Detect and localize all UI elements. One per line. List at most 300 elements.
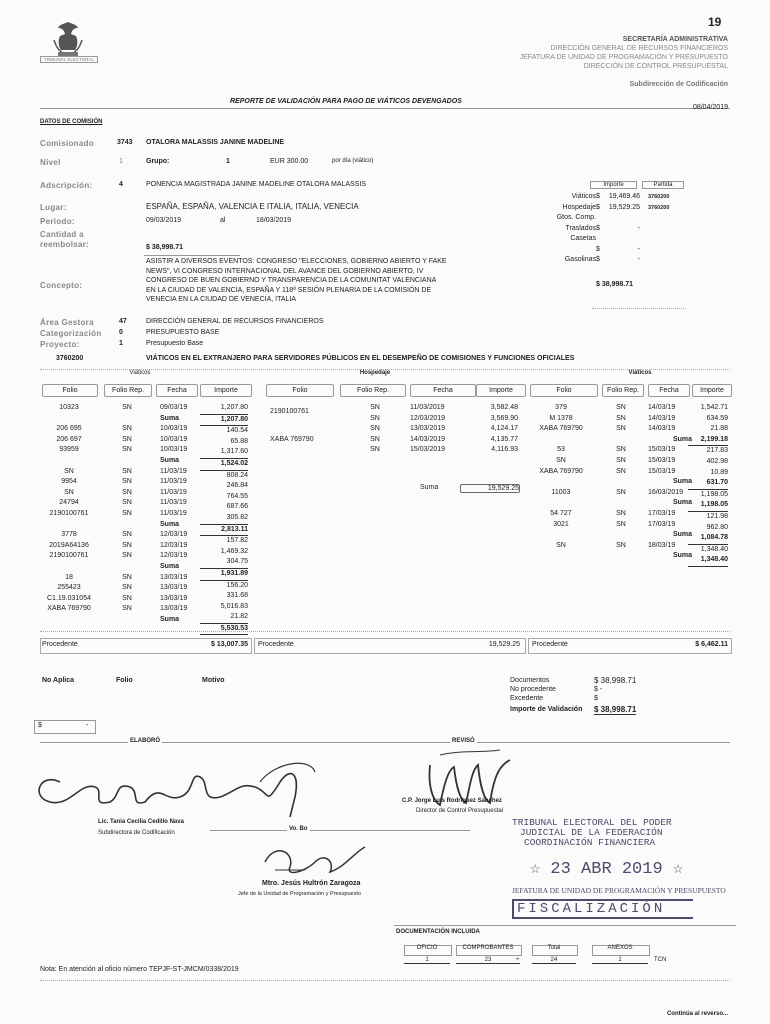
periodo-to: 18/03/2019 [256, 217, 292, 224]
table_right-folio-cell: 53 [557, 446, 565, 454]
vobo-title: Jefe de la Unidad de Programación y Presupuesto [238, 891, 361, 897]
concepto-line-4: EN LA CIUDAD DE VALENCIA, ESPAÑA Y 118ª SESIÓN PLENARIA DE LA COMISIÓN DE [146, 286, 432, 294]
table_left-importe-cell: 1,207.80 [200, 415, 248, 427]
right-folio-column [524, 403, 598, 573]
header-line-3: JEFATURA DE UNIDAD DE PROGRAMACIÓN Y PRESUPUESTO [519, 54, 728, 61]
table_hosp-folio-cell: 2190100761 [270, 408, 309, 415]
table_left-importe-cell: 65.88 [230, 437, 248, 445]
left-folio-column [38, 403, 100, 625]
concepto-line-2: NEWS", VI CONGRESO INTERNACIONAL DEL AVANCE DEL GOBIERNO ABIERTO, IV [146, 267, 424, 275]
table_left-folio-cell: 24794 [59, 499, 79, 507]
importe-row-amount: 19,529.25 [608, 203, 640, 211]
logo-caption: TRIBUNAL ELECTORAL [40, 56, 98, 63]
table_left-folio-cell: 9954 [61, 478, 77, 486]
table_hosp-folio-cell [270, 419, 340, 433]
comprobantes-value: 23 [456, 957, 520, 964]
table_right-folio-cell: M 1378 [549, 414, 573, 422]
proyecto-value: Presupuesto Base [146, 340, 204, 347]
lugar-value: ESPAÑA, ESPAÑA, VALENCIA E ITALIA, ITALIA, VENECIA [146, 202, 359, 211]
table_right-fecha-cell: 15/03/19 [648, 456, 676, 464]
table_right-fecha-cell: 14/03/19 [648, 404, 676, 411]
table_right-rep-cell: SN [616, 414, 626, 422]
subdirection: Subdirección de Codificación [629, 81, 728, 88]
table_left-importe-cell: 1,469.32 [220, 547, 248, 555]
table_left-folio-cell: 10323 [59, 404, 79, 411]
table_right-folio-cell: XABA 769790 [539, 425, 583, 433]
importe-row [520, 213, 720, 224]
table_right-rep-cell: SN [616, 467, 626, 475]
table_left-importe-cell: 304.75 [200, 557, 248, 569]
importe-row [520, 255, 720, 266]
table_left-folio-cell: SN [64, 467, 74, 475]
table_right-fecha-cell: 14/03/19 [648, 425, 676, 433]
importe-row [520, 224, 720, 235]
table_left-importe-cell: 157.82 [226, 537, 248, 545]
table_right-rep-cell [600, 435, 642, 446]
table_right-rep-cell: SN [616, 488, 626, 496]
importes-total: $ 38,998.71 [596, 281, 633, 288]
table_left-folio-cell: XABA 769790 [47, 605, 91, 613]
no-aplica-folio: Folio [116, 677, 133, 684]
col-folio-rep-1: Folio Rep. [104, 384, 152, 397]
table_left-fecha-cell: 10/03/19 [160, 446, 188, 454]
por-dia: por día (viático) [332, 158, 374, 164]
section2-partida: 3760200 [56, 355, 84, 362]
hosp-rep-column [350, 403, 400, 456]
table_right-rep-cell [600, 498, 642, 509]
table_right-fecha-cell: 14/03/19 [648, 414, 676, 422]
importe-row-amount: - [637, 245, 640, 253]
table_left-folio-cell: 255423 [57, 584, 81, 592]
footer-continua: Continúa al reverso... [666, 1011, 728, 1017]
table_right-importe-cell: 217.83 [706, 447, 728, 455]
table_left-rep-cell [104, 414, 150, 425]
table_left-fecha-cell: 11/03/19 [160, 467, 187, 475]
documentos-label: Documentos [510, 677, 550, 684]
left-rep-column [104, 403, 150, 625]
table_left-fecha-cell: 13/03/19 [160, 594, 188, 602]
table_left-importe-cell: 156.20 [226, 581, 248, 589]
table_left-folio-cell [38, 414, 100, 425]
tribunal-logo [43, 16, 94, 64]
table_left-fecha-cell: 11/03/19 [160, 478, 187, 486]
table_hosp-folio-cell: XABA 769790 [270, 436, 314, 443]
importe-row-label: Gtos. Comp. [556, 214, 596, 221]
table_hosp-importe-cell: 3,569.90 [490, 414, 518, 422]
table_left-fecha-cell: 11/03/19 [160, 509, 187, 517]
report-date: 08/04/2019 [692, 104, 728, 111]
right-importe-column [688, 403, 728, 578]
right-rep-column [600, 403, 642, 573]
table_hosp-importe-cell: 4,116.93 [491, 446, 518, 454]
table_left-importe-cell: 305.82 [200, 513, 248, 525]
no-aplica-dollar: $ [38, 722, 42, 729]
col-folio-2: Folio [266, 384, 334, 397]
table_left-folio-cell: 18 [65, 573, 73, 581]
documentacion-title: DOCUMENTACIÓN INCLUIDA [396, 929, 480, 935]
table_right-importe-cell: 402.98 [706, 457, 728, 465]
header-line-2: DIRECCIÓN GENERAL DE RECURSOS FINANCIEROS [550, 45, 728, 52]
table_right-fecha-cell: 15/03/19 [648, 467, 676, 475]
col-fecha-2: Fecha [410, 384, 476, 397]
procedente-right-value: $ 6,462.11 [695, 641, 728, 648]
importe-row [520, 192, 720, 203]
table_left-importe-cell: 5,016.83 [220, 602, 248, 610]
table_left-folio-cell: 206 697 [56, 435, 82, 443]
table_right-fecha-cell: 17/03/19 [648, 520, 676, 528]
table_left-rep-cell: SN [122, 594, 132, 602]
grupo-label: Grupo: [146, 158, 170, 165]
col-folio-rep-2: Folio Rep. [340, 384, 406, 397]
table_left-fecha-cell: Suma [160, 456, 180, 464]
table_left-rep-cell: SN [122, 573, 132, 581]
table_right-folio-cell [524, 530, 598, 541]
table_left-folio-cell [38, 456, 100, 467]
concepto-line-1: ASISTIR A DIVERSOS EVENTOS: CONGRESO "ELECCIONES, GOBIERNO ABIERTO Y FAKE [146, 258, 447, 265]
col-importe-3: Importe [692, 384, 732, 397]
table_right-folio-cell [524, 477, 598, 488]
table_left-rep-cell: SN [122, 404, 132, 411]
section-datos-comision: DATOS DE COMISIÓN [40, 119, 103, 125]
table_right-fecha-cell: 17/03/19 [648, 509, 676, 517]
table_hosp-rep-cell: SN [370, 404, 380, 411]
comisionado-name: OTALORA MALASSIS JANINE MADELINE [146, 139, 285, 146]
procedente-left-label: Procedente [42, 641, 78, 648]
periodo-from: 09/03/2019 [146, 217, 182, 224]
col-folio-3: Folio [530, 384, 598, 397]
footer-nota: Nota: En atención al oficio número TEPJF-ST-JMCM/0338/2019 [40, 966, 239, 973]
table_left-rep-cell [104, 615, 150, 626]
hosp-suma-label: Suma [420, 484, 439, 491]
table_left-importe-cell: 808.24 [226, 471, 248, 479]
elaboro-title: Subdirectora de Codificación [98, 830, 175, 836]
table_right-rep-cell: SN [616, 541, 626, 549]
table_right-folio-cell: 3021 [553, 520, 569, 528]
table_left-fecha-cell: 12/03/19 [160, 531, 188, 539]
table_right-rep-cell: SN [616, 425, 626, 433]
table_left-fecha-cell: 12/03/19 [160, 552, 188, 560]
table_left-rep-cell: SN [122, 499, 132, 507]
importes-list [520, 192, 720, 266]
importe-row-amount: - [637, 256, 640, 263]
importe-row [520, 203, 720, 214]
hosp-importe-column [470, 403, 518, 456]
proyecto-number: 1 [119, 340, 123, 347]
no-procedente-value: $ - [594, 686, 603, 693]
table_right-folio-cell: 379 [555, 404, 567, 411]
table_right-importe-cell: 634.59 [706, 414, 728, 422]
table_right-importe-cell: 1,348.40 [700, 545, 728, 553]
area-label: Área Gestora [40, 318, 94, 327]
importe-row-label: Gasolinas [564, 256, 596, 263]
table_right-importe-cell: 21.88 [710, 425, 728, 433]
page-number: 19 [708, 15, 722, 29]
procedente-right-label: Procedente [532, 641, 568, 648]
concepto-line-3: CONGRESO DE BUEN GOBIERNO Y TRANSPARENCIA DE LA COMUNITAT VALENCIANA [146, 277, 437, 285]
table_right-folio-cell: 11003 [551, 488, 571, 496]
concepto-line-5: VENECIA EN LA CIUDAD DE VENECIA, ITALIA [146, 296, 297, 304]
table_left-rep-cell: SN [122, 478, 132, 486]
total-label: Total [547, 945, 561, 951]
table_right-rep-cell [600, 477, 642, 488]
table_right-importe-cell: 1,348.40 [688, 555, 728, 567]
table_left-rep-cell: SN [122, 446, 132, 454]
table_right-fecha-cell: Suma [672, 552, 692, 560]
col-importe-1: Importe [200, 384, 252, 397]
table_left-fecha-cell: 13/03/19 [160, 605, 188, 613]
importe-row-label: Viáticos [571, 193, 596, 200]
table_right-rep-cell [600, 551, 642, 562]
comprobantes-plus: + [516, 957, 520, 963]
group-hospedaje: Hospedaje [359, 370, 391, 376]
table_left-fecha-cell: 13/03/19 [160, 573, 188, 581]
importe-row-label: Hospedaje [562, 203, 596, 211]
table_left-rep-cell: SN [122, 541, 132, 549]
table_hosp-importe-cell: 4,124.17 [490, 425, 518, 433]
importe-row-partida: 3760200 [648, 194, 670, 200]
table_right-importe-cell: 962.80 [706, 523, 728, 531]
lugar-label: Lugar: [40, 203, 67, 212]
table_left-folio-cell: 93959 [59, 446, 79, 454]
table_right-folio-cell: XABA 769790 [539, 467, 583, 475]
table_left-rep-cell: SN [122, 605, 132, 613]
fiscalizacion-stamp [512, 817, 726, 928]
importe-row [520, 245, 720, 256]
no-aplica-dash: - [86, 722, 89, 729]
table_left-folio-cell: 2190100761 [49, 552, 89, 560]
signature-vobo-icon [235, 832, 375, 882]
importe-row-currency: $ [596, 193, 600, 200]
table_right-folio-cell [524, 551, 598, 562]
table_hosp-fecha-cell: 15/03/2019 [410, 446, 446, 454]
area-number: 47 [119, 318, 127, 325]
table_left-rep-cell: SN [122, 552, 132, 560]
table_right-fecha-cell [648, 562, 692, 573]
table_right-folio-cell: SN [556, 541, 566, 549]
concepto-label: Concepto: [40, 281, 83, 290]
table_left-fecha-cell: 09/03/19 [160, 404, 188, 411]
categorizacion-number: 0 [119, 329, 123, 336]
importe-validacion-label: Importe de Validación [510, 706, 583, 713]
table_left-folio-cell: 2019A64136 [49, 541, 89, 549]
reviso-title: Director de Control Presupuestal [416, 808, 504, 814]
left-importe-column [200, 403, 248, 635]
table_left-rep-cell [104, 456, 150, 467]
table_hosp-rep-cell: SN [370, 435, 380, 443]
procedente-mid-value: 19,529.25 [488, 641, 520, 648]
importe-row-amount: - [637, 224, 640, 232]
table_left-importe-cell: 1,524.02 [200, 459, 248, 471]
table_left-rep-cell [104, 562, 150, 573]
table_left-fecha-cell: Suma [160, 615, 180, 623]
col-fecha-3: Fecha [648, 384, 690, 397]
col-importe-2: Importe [476, 384, 526, 397]
concepto-text [146, 257, 486, 305]
table_right-rep-cell: SN [616, 404, 626, 411]
anexos-value: 1 [592, 957, 648, 964]
table_left-importe-cell: 331.68 [226, 592, 248, 600]
table_left-fecha-cell: 13/03/19 [160, 584, 188, 592]
importe-row-label: Traslados [565, 224, 596, 232]
importe-row-amount: 19,469.46 [608, 193, 640, 200]
table_left-rep-cell: SN [122, 425, 132, 433]
importe-row-partida: 3760200 [648, 204, 670, 211]
table_left-importe-cell: 5,530.53 [200, 624, 248, 636]
vobo-name: Mtro. Jesús Hultrón Zaragoza [262, 880, 361, 887]
reviso-label: REVISÓ [452, 738, 475, 744]
table_right-fecha-cell: Suma [672, 435, 692, 443]
report-title: REPORTE DE VALIDACIÓN PARA PAGO DE VIÁTICOS DEVENGADOS [230, 98, 462, 105]
table_right-importe-cell: 1,542.71 [700, 404, 728, 411]
total-value: 24 [532, 957, 576, 964]
stamp-line-2: JUDICIAL DE LA FEDERACIÓN [520, 827, 663, 838]
vobo-label: Vo. Bo [289, 826, 308, 832]
table_right-importe-cell: 1,084.78 [688, 533, 728, 545]
table_left-rep-cell [104, 520, 150, 531]
table_left-importe-cell: 140.54 [226, 427, 248, 435]
table_left-rep-cell: SN [122, 509, 132, 517]
table_hosp-importe-cell: 3,582.48 [490, 404, 518, 411]
table_right-importe-cell: 121.98 [706, 512, 728, 520]
importe-header: Importe [590, 181, 637, 189]
table_left-importe-cell: 1,931.89 [200, 569, 248, 581]
comisionado-label: Comisionado [40, 139, 94, 148]
table_left-importe-cell: 246.84 [226, 482, 248, 490]
eur-rate: EUR 300.00 [270, 158, 309, 165]
stamp-line-5: FISCALIZACIÓN [512, 899, 693, 919]
table_hosp-fecha-cell: 14/03/2019 [410, 435, 446, 443]
importe-row-currency: $ [596, 245, 600, 253]
tcn-note: TCN [654, 957, 667, 963]
adscripcion-number: 4 [119, 181, 123, 188]
table_left-importe-cell: 764.55 [226, 492, 248, 500]
table_left-fecha-cell: Suma [160, 414, 180, 422]
oficio-value: 1 [404, 957, 450, 964]
categorizacion-label: Categorización [40, 329, 102, 338]
table_left-importe-cell: 21.82 [200, 612, 248, 624]
importe-row-currency: $ [596, 224, 600, 232]
oficio-label: OFICIO [416, 945, 438, 951]
table_left-rep-cell: SN [122, 488, 132, 496]
table_right-importe-cell [688, 567, 728, 578]
header-line-1: SECRETARÍA ADMINISTRATIVA [622, 36, 728, 43]
table_left-folio-cell: 3778 [61, 531, 77, 539]
importe-row-currency: $ [596, 203, 600, 211]
col-folio-1: Folio [42, 384, 98, 397]
left-fecha-column [160, 403, 200, 625]
stamp-date: ☆ 23 ABR 2019 ☆ [530, 860, 684, 879]
comisionado-number: 3743 [117, 139, 133, 146]
table_right-fecha-cell: 18/03/19 [648, 541, 676, 549]
table_right-rep-cell [600, 562, 642, 573]
documentos-value: $ 38,998.71 [594, 676, 637, 685]
group-viaticos-right: Viáticos [628, 370, 652, 376]
area-value: DIRECCIÓN GENERAL DE RECURSOS FINANCIEROS [146, 318, 324, 325]
table_left-fecha-cell: 11/03/19 [160, 499, 187, 507]
table_right-fecha-cell: Suma [672, 499, 692, 507]
table_right-folio-cell [524, 498, 598, 509]
cantidad-label: Cantidad a reembolsar: [40, 230, 90, 249]
procedente-left-value: $ 13,007.35 [211, 641, 248, 648]
table_left-rep-cell: SN [122, 531, 132, 539]
table_right-importe-cell: 1,198.05 [688, 500, 728, 512]
table_hosp-rep-cell: SN [370, 446, 380, 454]
table_left-folio-cell [38, 520, 100, 531]
hosp-suma-value: 19,529.25 [460, 484, 520, 493]
table_right-folio-cell [524, 562, 598, 573]
table_left-importe-cell: 2,813.11 [200, 525, 248, 537]
comprobantes-label: COMPROBANTES [462, 945, 514, 951]
table_right-fecha-cell: Suma [672, 531, 692, 539]
importe-row [520, 234, 720, 245]
header-block [428, 35, 728, 71]
table_left-folio-cell: C1.19.031054 [47, 594, 91, 602]
hosp-folio-column [270, 405, 340, 447]
table_right-importe-cell: 631.70 [688, 478, 728, 490]
table_hosp-importe-cell: 4,135.77 [490, 435, 518, 443]
table_right-folio-cell: SN [556, 456, 566, 464]
importe-row-currency: $ [596, 256, 600, 263]
table_right-fecha-cell: 15/03/19 [648, 446, 676, 454]
importe-row-label: Casetas [570, 235, 596, 242]
table_right-importe-cell: 10.89 [710, 468, 728, 476]
anexos-label: ANEXOS [607, 945, 633, 951]
table_hosp-fecha-cell: 12/03/2019 [410, 414, 446, 422]
proyecto-label: Proyecto: [40, 340, 80, 349]
excedente-label: Excedente [510, 695, 544, 702]
table_right-rep-cell: SN [616, 509, 626, 517]
partida-header: Partida [642, 181, 684, 189]
table_hosp-rep-cell: SN [370, 414, 380, 422]
periodo-label: Periodo: [40, 217, 75, 226]
signature-elaboro-icon [20, 752, 320, 822]
table_left-fecha-cell: 10/03/19 [160, 425, 188, 433]
table_right-fecha-cell: Suma [672, 478, 692, 486]
stamp-line-4: JEFATURA DE UNIDAD DE PROGRAMACIÓN Y PRESUPUESTO [512, 886, 726, 895]
reviso-name: C.P. Jorge Luis Rodríguez Sánchez [402, 798, 502, 804]
col-folio-rep-3: Folio Rep. [602, 384, 644, 397]
table_right-rep-cell: SN [616, 456, 626, 464]
table_right-folio-cell [524, 435, 598, 446]
procedente-mid-label: Procedente [258, 641, 294, 648]
table_left-fecha-cell: 12/03/19 [160, 541, 188, 549]
table_left-fecha-cell: Suma [160, 562, 180, 570]
elaboro-label: ELABORÓ [130, 738, 160, 744]
table_left-folio-cell: 2190100761 [49, 509, 89, 517]
table_left-folio-cell: SN [64, 488, 74, 496]
table_left-folio-cell [38, 562, 100, 573]
periodo-al: al [220, 217, 226, 224]
table_right-rep-cell [600, 530, 642, 541]
hosp-fecha-column [410, 403, 474, 456]
table_right-rep-cell: SN [616, 520, 626, 528]
excedente-value: $ [594, 695, 598, 702]
group-viaticos-left: Viáticos [129, 370, 151, 376]
table_right-importe-cell: 2,199.18 [688, 435, 728, 447]
stamp-line-3: COORDINACIÓN FINANCIERA [524, 837, 656, 848]
no-aplica-label: No Aplica [42, 677, 75, 684]
adscripcion-value: PONENCIA MAGISTRADA JANINE MADELINE OTALORA MALASSIS [146, 181, 367, 188]
nivel-value: 1 [119, 158, 123, 165]
grupo-value: 1 [226, 158, 230, 165]
table_hosp-fecha-cell: 13/03/2019 [410, 425, 446, 433]
no-procedente-label: No procedente [510, 686, 556, 693]
no-aplica-motivo: Motivo [202, 677, 225, 684]
table_hosp-rep-cell: SN [370, 425, 380, 433]
nivel-label: Nivel [40, 158, 61, 167]
table_left-folio-cell: 206 695 [56, 425, 82, 433]
header-line-4: DIRECCIÓN DE CONTROL PRESUPUESTAL [583, 63, 728, 70]
